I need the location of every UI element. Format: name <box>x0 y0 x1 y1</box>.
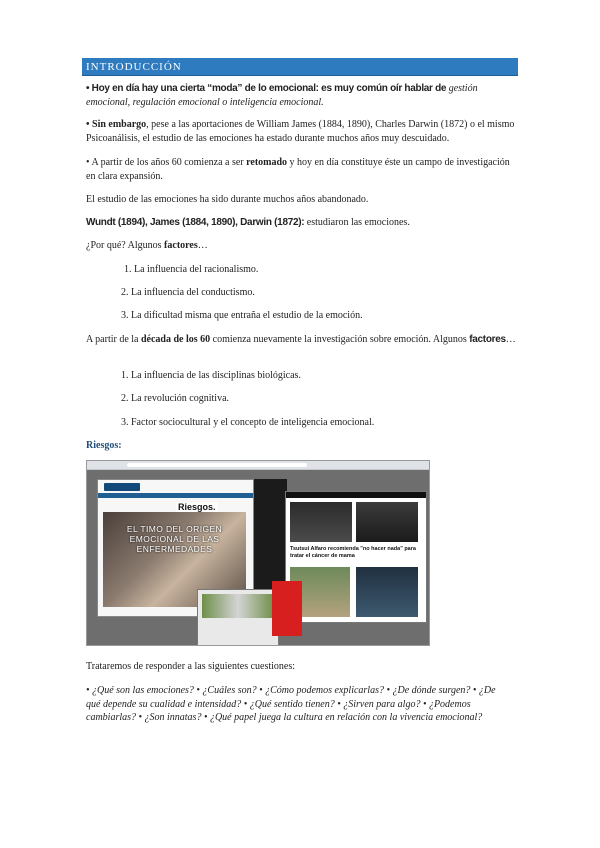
intro-paragraph-6: ¿Por qué? Algunos factores… <box>86 240 208 251</box>
intro-paragraph-4: El estudio de las emociones ha sido durante muchos años abandonado. <box>86 194 369 205</box>
intro-paragraph-1: • Hoy en día hay una cierta “moda” de lo emocional: es muy común oír hablar de gestión emocional, regulación emocional o inteligencia emocional. <box>86 83 478 108</box>
news-window <box>285 491 427 623</box>
screenshot-image <box>86 460 430 646</box>
list-item: 1. La influencia del racionalismo. <box>124 264 259 275</box>
list-item: 3. La dificultad misma que entraña el estudio de la emoción. <box>121 310 363 321</box>
news-headline: Tsutsui Alfaro recomienda "no hacer nada" para tratar el cáncer de mama <box>290 546 416 559</box>
closing-questions: • ¿Qué son las emociones? • ¿Cuáles son? • ¿Cómo podemos explicarlas? • ¿De dónde surgen? • ¿De qué depende su cualidad e intensidad? • ¿Qué sentido tienen? • ¿Sirven para algo? • ¿Podemos cambiarlas? • ¿Son innatas? • ¿Qué papel juega la cultura en relación con la vivencia emocional? <box>86 685 496 723</box>
site-logo <box>104 483 140 491</box>
site-nav <box>98 493 253 498</box>
section-title: INTRODUCCIÓN <box>86 61 182 73</box>
intro-paragraph-5: Wundt (1894), James (1884, 1890), Darwin (1872): estudiaron las emociones. <box>86 217 410 228</box>
list-item: 2. La revolución cognitiva. <box>121 393 230 404</box>
intro-paragraph-2: • Sin embargo, pese a las aportaciones de William James (1884, 1890), Charles Darwin (1872) o el mismo Psicoanálisis, el estudio de las emociones ha estado durante muchos años muy descuidado. <box>86 119 515 144</box>
riesgos-label: Riesgos. <box>178 502 216 512</box>
list-item: 1. La influencia de las disciplinas biológicas. <box>121 370 301 381</box>
intro-paragraph-3: • A partir de los años 60 comienza a ser retomado y hoy en día constituye éste un campo de investigación en clara expansión. <box>86 157 510 182</box>
browser-toolbar <box>87 461 429 470</box>
news-topbar <box>286 492 426 498</box>
address-bar <box>127 463 307 467</box>
news-image <box>290 502 352 542</box>
hero-text: EL TIMO DEL ORIGEN EMOCIONAL DE LAS ENFERMEDADES <box>126 524 223 554</box>
news-image <box>356 502 418 542</box>
photo-window <box>197 589 279 646</box>
intro-paragraph-7: A partir de la década de los 60 comienza nuevamente la investigación sobre emoción. Algunos factores… <box>86 334 516 345</box>
list-item: 2. La influencia del conductismo. <box>121 287 255 298</box>
closing-intro: Trataremos de responder a las siguientes cuestiones: <box>86 661 296 672</box>
news-image <box>356 567 418 617</box>
photo-image <box>202 594 274 618</box>
red-panel <box>272 581 302 636</box>
riesgos-heading: Riesgos: <box>86 440 122 451</box>
list-item: 3. Factor sociocultural y el concepto de inteligencia emocional. <box>121 417 375 428</box>
section-title-bar <box>82 58 518 76</box>
